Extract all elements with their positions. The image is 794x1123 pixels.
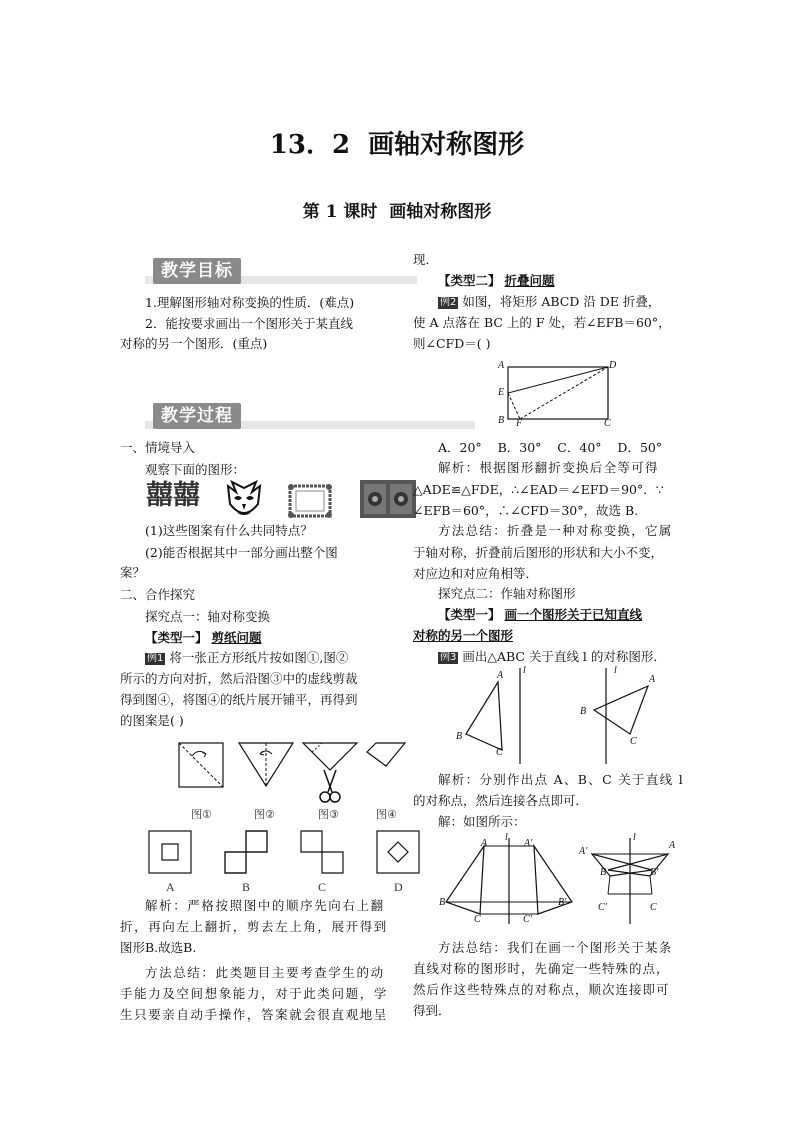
sol-right-label-a-prime: A′ <box>579 846 588 857</box>
method-3-line-2: 直线对称的图形时，先确定一些特殊的点， <box>413 961 670 976</box>
analysis-1-line-1: 解析：严格按照图中的顺序先向右上翻 <box>145 898 385 913</box>
analysis-3-line-1: 解析：分别作出点 A、B、C 关于直线 l <box>438 772 684 787</box>
fig-label-3: 图③ <box>318 808 339 821</box>
example-2-choices: A．20° B．30° C．40° D．50° <box>438 440 663 455</box>
sol-right-label-a: A <box>669 840 676 851</box>
option-c-label: C <box>318 880 327 894</box>
method-3-line-3: 然后作这些特殊点的对称点，顺次连接即可 <box>413 982 670 997</box>
method-2-line-2: 于轴对称，折叠前后图形的形状和大小不变， <box>413 545 664 560</box>
example-3-line-1: 例3 画出△ABC 关于直线 l 的对称图形． <box>440 649 666 664</box>
explore-point-2: 探究点二：作轴对称图形 <box>438 586 576 601</box>
method-3-line-1: 方法总结：我们在画一个图形关于某条 <box>438 940 673 955</box>
analysis-3-line-2: 的对称点，然后连接各点即可． <box>413 793 589 808</box>
tri-right-label-b: B <box>580 706 587 717</box>
continued-text: 现． <box>413 252 439 267</box>
tri-left-label-l: l <box>523 665 526 676</box>
tri-right-label-l: l <box>614 665 617 676</box>
type-3-name-cont: 对称的另一个图形 <box>413 628 514 643</box>
option-d-label: D <box>394 880 403 894</box>
double-happiness-image: 囍囍 <box>146 480 200 511</box>
question-2: (2)能否根据其中一部分画出整个图 <box>145 545 338 560</box>
option-b-figure <box>224 830 268 874</box>
option-a-figure <box>148 830 192 874</box>
type-3-heading <box>438 608 642 622</box>
triangle-figure-right <box>580 668 670 768</box>
method-2-line-3: 对应边和对应角相等． <box>413 566 539 581</box>
method-1-line-1: 方法总结：此类题目主要考查学生的动 <box>145 965 385 980</box>
scissors-icon <box>320 770 340 802</box>
option-d-figure <box>376 830 420 874</box>
example-1-line-4: 的图案是( ) <box>120 713 184 728</box>
method-3-line-4: 得到． <box>413 1003 451 1018</box>
process-banner <box>145 403 475 431</box>
solution-figure-right <box>582 838 682 924</box>
goal-2: 2．能按要求画出一个图形关于某直线 <box>145 316 353 331</box>
opera-mask-image <box>222 480 266 520</box>
example-2-line-2: 使 A 点落在 BC 上的 F 处，若∠EFB＝60°， <box>413 315 671 330</box>
sol-left-label-c-prime: C′ <box>523 914 532 925</box>
ornate-frame-image <box>288 484 332 518</box>
rectangle-fold-figure <box>508 367 608 421</box>
goal-2-cont: 对称的另一个图形．(重点) <box>120 336 268 351</box>
sol-right-label-l: l <box>633 832 636 843</box>
goals-banner <box>145 258 417 286</box>
process-banner-label: 教学过程 <box>153 403 241 429</box>
page-title: 13．2 画轴对称图形 <box>269 130 525 160</box>
section-explore: 二、合作探究 <box>120 587 196 602</box>
example-2-line-3: 则∠CFD＝( ) <box>413 336 491 351</box>
sol-left-label-c: C <box>474 914 481 925</box>
sol-left-label-a: A <box>481 838 488 849</box>
tri-left-label-a: A <box>497 670 504 681</box>
carved-panel-image <box>360 480 416 518</box>
method-2-line-1: 方法总结：折叠是一种对称变换，它属 <box>438 523 673 538</box>
example-1-badge: 例1 <box>147 653 164 664</box>
example-3-badge: 例3 <box>440 652 457 663</box>
question-2-cont: 案？ <box>120 565 146 580</box>
option-a-label: A <box>166 880 175 894</box>
triangle-figure-left <box>450 668 530 768</box>
rect-label-c: C <box>604 418 611 429</box>
fold-figure-3 <box>302 742 358 808</box>
type-1-heading <box>145 631 262 645</box>
question-1: (1)这些图案有什么共同特点？ <box>145 523 313 538</box>
solution-intro: 解：如图所示： <box>438 814 526 829</box>
sol-left-label-a-prime: A′ <box>524 838 533 849</box>
option-b-label: B <box>242 880 251 894</box>
explore-point-1: 探究点一：轴对称变换 <box>145 609 271 624</box>
lesson-subtitle: 第 1 课时 画轴对称图形 <box>302 202 492 222</box>
sol-left-label-l: l <box>505 832 508 843</box>
type-2-name: 折叠问题 <box>504 273 555 288</box>
goal-1: 1.理解图形轴对称变换的性质．(难点) <box>145 295 355 310</box>
sol-right-label-b: B <box>600 867 607 878</box>
option-c-figure <box>300 830 344 874</box>
fold-figure-1 <box>178 742 224 788</box>
analysis-2-line-1: 解析：根据图形翻折变换后全等可得 <box>438 460 659 475</box>
type-3-name: 画一个图形关于已知直线 <box>504 607 643 622</box>
fold-figure-2 <box>238 742 294 788</box>
example-1-line-2: 所示的方向对折，然后沿图③中的虚线剪裁 <box>120 671 358 686</box>
solution-figure-left <box>440 838 580 924</box>
analysis-2-line-2: △ADE≌△FDE，∴∠EAD＝∠EFD＝90°．∵ <box>413 482 664 497</box>
fig-label-1: 图① <box>191 808 212 821</box>
tri-left-label-b: B <box>456 731 463 742</box>
fold-figure-4 <box>366 742 406 768</box>
rect-label-d: D <box>609 360 617 371</box>
observe-text: 观察下面的图形： <box>145 462 246 477</box>
sol-right-label-b-prime: B′ <box>650 867 659 878</box>
tri-right-label-a: A <box>649 674 656 685</box>
method-1-line-3: 生只要亲自动手操作，答案就会很直观地呈 <box>120 1007 388 1022</box>
rect-label-e: E <box>498 387 505 398</box>
tri-left-label-c: C <box>496 747 503 758</box>
example-1-line-1: 例1 将一张正方形纸片按如图①,图② <box>147 650 349 665</box>
type-2-tag: 【类型二】 <box>438 273 501 288</box>
example-2-line-1: 例2 如图，将矩形 ABCD 沿 DE 折叠， <box>440 294 661 309</box>
goals-banner-label: 教学目标 <box>153 258 241 284</box>
example-1-line-3: 得到图④，将图④的纸片展开铺平，再得到 <box>120 692 358 707</box>
analysis-1-line-3: 图形B.故选B. <box>120 940 197 955</box>
type-1-name: 剪纸问题 <box>211 630 262 645</box>
type-3-tag: 【类型一】 <box>438 607 501 622</box>
sol-right-label-c: C <box>650 902 657 913</box>
analysis-1-line-2: 折，再向左上翻折，剪去左上角，展开得到 <box>120 919 388 934</box>
type-1-tag: 【类型一】 <box>145 630 208 645</box>
fig-label-4: 图④ <box>376 808 397 821</box>
rect-label-a: A <box>498 360 505 371</box>
type-2-heading <box>438 274 555 288</box>
tri-right-label-c: C <box>630 736 637 747</box>
analysis-2-line-3: ∠EFB＝60°，∴∠CFD＝30°，故选 B. <box>413 503 639 518</box>
section-intro: 一、情境导入 <box>120 440 196 455</box>
rect-label-f: F <box>516 418 523 429</box>
method-1-line-2: 手能力及空间想象能力，对于此类问题，学 <box>120 986 388 1001</box>
rect-label-b: B <box>498 415 505 426</box>
fig-label-2: 图② <box>254 808 275 821</box>
sol-right-label-c-prime: C′ <box>598 902 607 913</box>
example-2-badge: 例2 <box>440 297 457 308</box>
sol-left-label-b: B <box>439 897 446 908</box>
sol-left-label-b-prime: B′ <box>558 897 567 908</box>
